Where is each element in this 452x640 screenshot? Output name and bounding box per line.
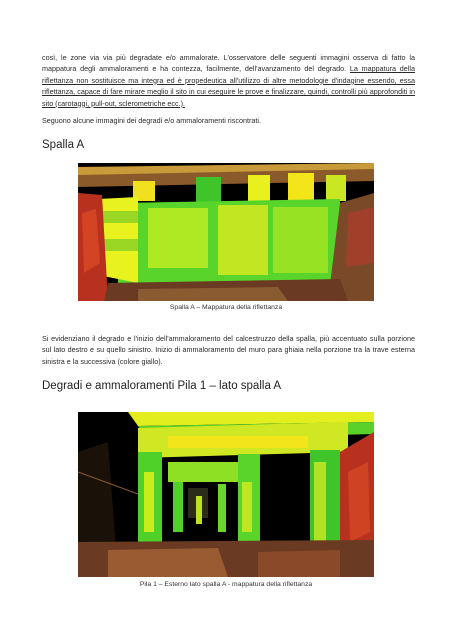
- caption-spalla-a: Spalla A – Mappatura della riflettanza: [169, 304, 283, 311]
- reflectance-map-pila-1: [78, 412, 374, 577]
- caption-pila-1: Pila 1 – Esterno lato spalla A - mappatura della riflettanza: [139, 581, 313, 588]
- section-heading-pila-1: Degradi e ammaloramenti Pila 1 – lato spalla A: [42, 380, 282, 392]
- body-paragraph-spalla-a: [42, 333, 415, 367]
- body-text-spalla-a: Si evidenziano il degrado e l'inizio dell'ammaloramento del calcestruzzo della spalla, più accentuato sulla porzione sul lato destro e su quello sinistro. Inizio di ammaloramento del muro para ghiaia nella porzione tra la trave esterna sinistra e la successiva (colore giallo).: [42, 334, 415, 366]
- lead-paragraph: [42, 115, 415, 126]
- intro-paragraph: [42, 52, 415, 109]
- figure-pila-1: [78, 412, 374, 577]
- figure-spalla-a: [78, 163, 374, 301]
- intro-text: così, le zone via via più degradate e/o ammalorate. L'osservatore delle seguenti immagini osserva di fatto la mappatura degli ammaloramenti e ha contezza, facilmente, dell'avanzamento del degrado.: [42, 53, 415, 74]
- intro-underlined-text: La mappatura della riflettanza non sostituisce ma integra ed è propedeutica all'utilizzo di altre metodologie d'indagine essendo, essa riflettanza, capace di fare mirare meglio il sito in cui eseguire le prove e finalizzare, quindi, controlli più approfonditi in sito (carotaggi, pull-out, sclerometriche ecc.).: [42, 64, 415, 108]
- lead-text: Seguono alcune immagini dei degradi e/o ammaloramenti riscontrati.: [42, 116, 261, 125]
- section-heading-spalla-a: Spalla A: [42, 139, 85, 151]
- reflectance-map-spalla-a: [78, 163, 374, 301]
